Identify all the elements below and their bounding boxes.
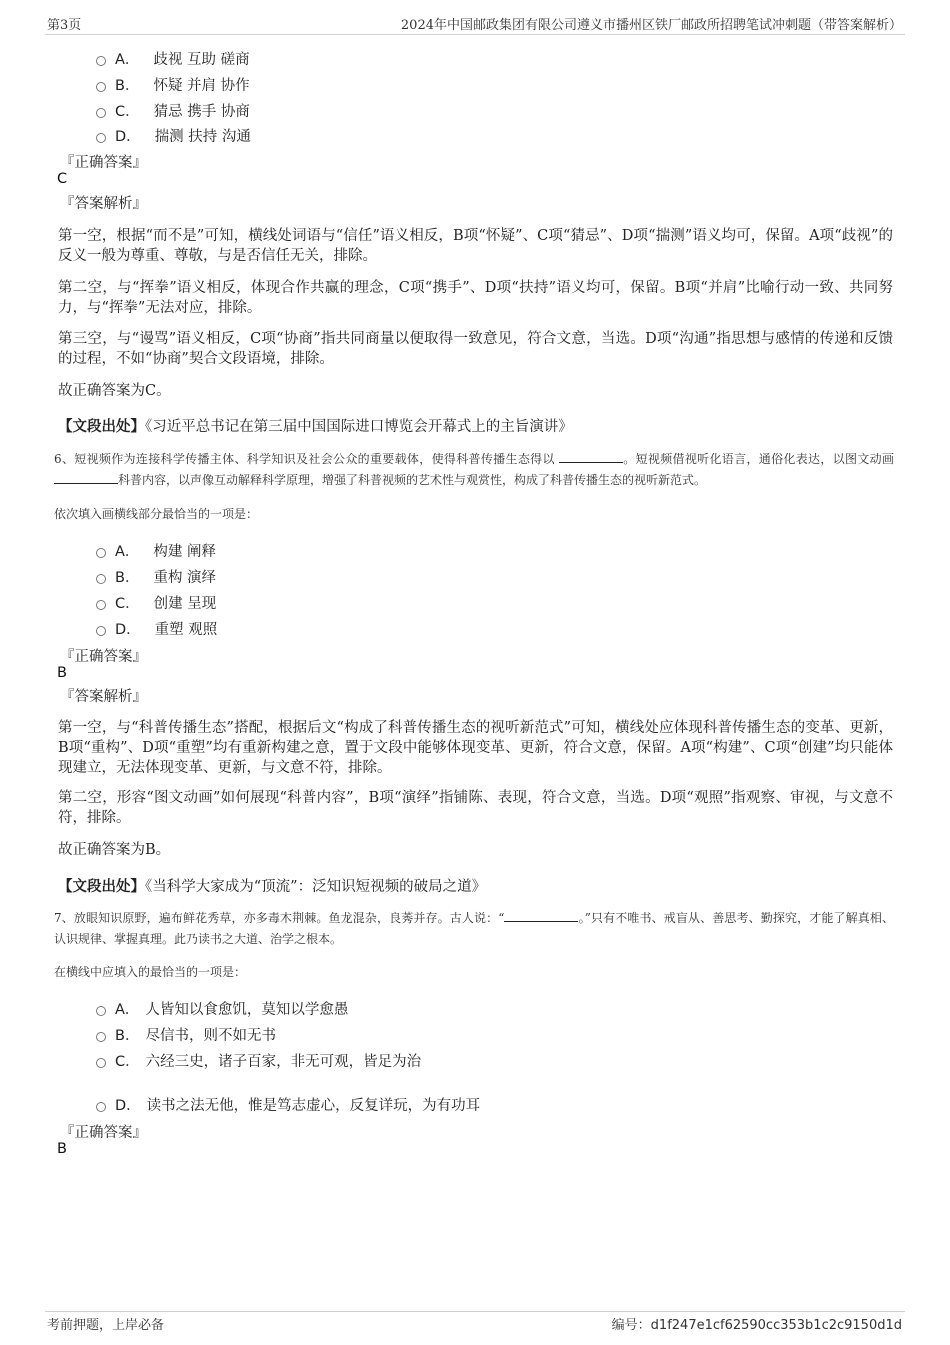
option-text: 六经三史，诸子百家，非无可观，皆足为治: [145, 1054, 422, 1070]
option-text: 重构 演绎: [153, 570, 217, 586]
footer-slogan: 考前押题，上岸必备: [47, 1318, 165, 1333]
option-text: 创建 呈现: [153, 596, 217, 612]
q6-answer: B: [57, 665, 67, 681]
q5-option-c[interactable]: [96, 100, 250, 121]
source-label: 【文段出处】: [58, 878, 145, 895]
radio-icon[interactable]: [96, 1058, 106, 1068]
option-text: 构建 阐释: [153, 544, 217, 560]
q6-option-b[interactable]: [96, 566, 216, 587]
q7-answer: B: [57, 1141, 67, 1157]
source-label: 【文段出处】: [58, 418, 145, 435]
option-letter: D．: [115, 1098, 141, 1114]
answer-blank: [54, 471, 118, 484]
q5-analysis-conclusion: 故正确答案为C。: [58, 383, 171, 399]
radio-icon[interactable]: [96, 574, 106, 584]
q7-instruction: 在横线中应填入的最恰当的一项是：: [54, 965, 247, 979]
document-title: 2024年中国邮政集团有限公司遵义市播州区铁厂邮政所招聘笔试冲刺题（带答案解析）: [400, 18, 902, 33]
q6-stem-part: 。短视频借视听化语言，通俗化表达，以图文动画: [622, 452, 894, 466]
q5-option-d[interactable]: [96, 125, 251, 146]
q5-answer-label: 『正确答案』: [60, 155, 147, 171]
answer-blank: [559, 450, 623, 463]
q7-answer-label: 『正确答案』: [60, 1125, 147, 1141]
option-text: 读书之法无他，惟是笃志虚心，反复详玩，为有功耳: [146, 1098, 481, 1114]
q6-option-d[interactable]: [96, 618, 217, 639]
q7-stem: [54, 908, 894, 950]
q6-analysis-paragraph: 第一空，与“科普传播生态”搭配，根据后文“构成了科普传播生态的视听新范式”可知，横线处应体现科普传播生态的变革、更新，B项“重构”、D项“重塑”均有重新构建之意，置于文段中能够体现变革、更新，符合文意，保留。A项“构建”、C项“创建”均只能体现建立，无法体现变革、更新，与文意不符，排除。: [58, 720, 893, 776]
q6-option-a[interactable]: [96, 540, 216, 561]
option-letter: C．: [115, 596, 140, 612]
option-letter: A．: [115, 52, 140, 68]
q6-stem-part: 科普内容，以声像互动解释科学原理，增强了科普视频的艺术性与观赏性，构成了科普传播生态的视听新范式。: [118, 473, 707, 487]
q5-option-b[interactable]: [96, 74, 250, 95]
code-value: d1f247e1cf62590cc353b1c2c9150d1d: [650, 1318, 902, 1333]
q5-answer: C: [57, 171, 68, 187]
option-text: 人皆知以食愈饥，莫知以学愈愚: [145, 1002, 349, 1018]
option-letter: B．: [115, 1028, 140, 1044]
q5-analysis-paragraph: 第三空，与“谩骂”语义相反，C项“协商”指共同商量以便取得一致意见，符合文意，当选。D项“沟通”指思想与感情的传递和反馈的过程，不如“协商”契合文段语境，排除。: [58, 331, 893, 367]
radio-icon[interactable]: [96, 626, 106, 636]
option-text: 重塑 观照: [154, 622, 218, 638]
q6-stem: [54, 449, 894, 491]
radio-icon[interactable]: [96, 600, 106, 610]
q7-option-b[interactable]: [96, 1024, 276, 1045]
q6-analysis-conclusion: 故正确答案为B。: [58, 842, 171, 858]
q6-instruction: 依次填入画横线部分最恰当的一项是：: [54, 507, 259, 521]
option-text: 歧视 互助 磋商: [153, 52, 250, 68]
header-divider: [45, 34, 905, 35]
option-letter: D．: [115, 129, 141, 145]
source-text: 《当科学大家成为“顶流”：泛知识短视频的破局之道》: [145, 879, 487, 895]
q6-stem-part: 6、短视频作为连接科学传播主体、科学知识及社会公众的重要载体，使得科普传播生态得以: [54, 452, 555, 466]
option-letter: B．: [115, 78, 140, 94]
source-text: 《习近平总书记在第三届中国国际进口博览会开幕式上的主旨演讲》: [145, 419, 573, 435]
radio-icon[interactable]: [96, 82, 106, 92]
option-letter: C．: [115, 1054, 140, 1070]
q6-source: [58, 875, 486, 896]
radio-icon[interactable]: [96, 548, 106, 558]
q5-analysis-paragraph: 第一空，根据“而不是”可知，横线处词语与“信任”语义相反，B项“怀疑”、C项“猜忌”、D项“揣测”语义均可，保留。A项“歧视”的反义一般为尊重、尊敬，与是否信任无关，排除。: [58, 228, 893, 264]
radio-icon[interactable]: [96, 1102, 106, 1112]
q6-answer-label: 『正确答案』: [60, 649, 147, 665]
footer-divider: [45, 1311, 905, 1312]
option-letter: A．: [115, 544, 140, 560]
q6-analysis-paragraph: 第二空，形容“图文动画”如何展现“科普内容”，B项“演绎”指铺陈、表现，符合文意，当选。D项“观照”指观察、审视，与文意不符，排除。: [58, 790, 893, 826]
option-letter: C．: [115, 104, 140, 120]
radio-icon[interactable]: [96, 108, 106, 118]
q5-source: [58, 415, 573, 436]
q5-analysis-paragraph: 第二空，与“挥拳”语义相反，体现合作共赢的理念，C项“携手”、D项“扶持”语义均可，保留。B项“并肩”比喻行动一致、共同努力，与“挥拳”无法对应，排除。: [58, 280, 893, 316]
document-code: [612, 1314, 902, 1333]
q7-option-c[interactable]: [96, 1050, 421, 1071]
radio-icon[interactable]: [96, 1006, 106, 1016]
q6-option-c[interactable]: [96, 592, 216, 613]
option-text: 怀疑 并肩 协作: [153, 78, 250, 94]
q5-option-a[interactable]: [96, 48, 250, 69]
radio-icon[interactable]: [96, 133, 106, 143]
option-text: 尽信书，则不如无书: [145, 1028, 276, 1044]
option-letter: D．: [115, 622, 141, 638]
radio-icon[interactable]: [96, 56, 106, 66]
answer-blank: [504, 909, 578, 922]
q6-analysis-label: 『答案解析』: [60, 689, 147, 705]
option-text: 猜忌 携手 协商: [153, 104, 250, 120]
q7-stem-part: 。”只有不唯书、戒盲从、善思考、勤探究，才能了解真相、认识规律、掌握真理。此乃读书之大道、治学之根本。: [54, 911, 894, 946]
option-letter: B．: [115, 570, 140, 586]
option-text: 揣测 扶持 沟通: [154, 129, 251, 145]
page-number: 第3页: [47, 18, 82, 33]
code-label: 编号：: [611, 1318, 651, 1333]
q5-analysis-label: 『答案解析』: [60, 196, 147, 212]
q7-option-a[interactable]: [96, 998, 348, 1019]
q7-stem-part: 7、放眼知识原野，遍布鲜花秀草，亦多毒木荆棘。鱼龙混杂，良莠并存。古人说：“: [54, 911, 505, 925]
radio-icon[interactable]: [96, 1032, 106, 1042]
option-letter: A．: [115, 1002, 140, 1018]
q7-option-d[interactable]: [96, 1094, 480, 1115]
